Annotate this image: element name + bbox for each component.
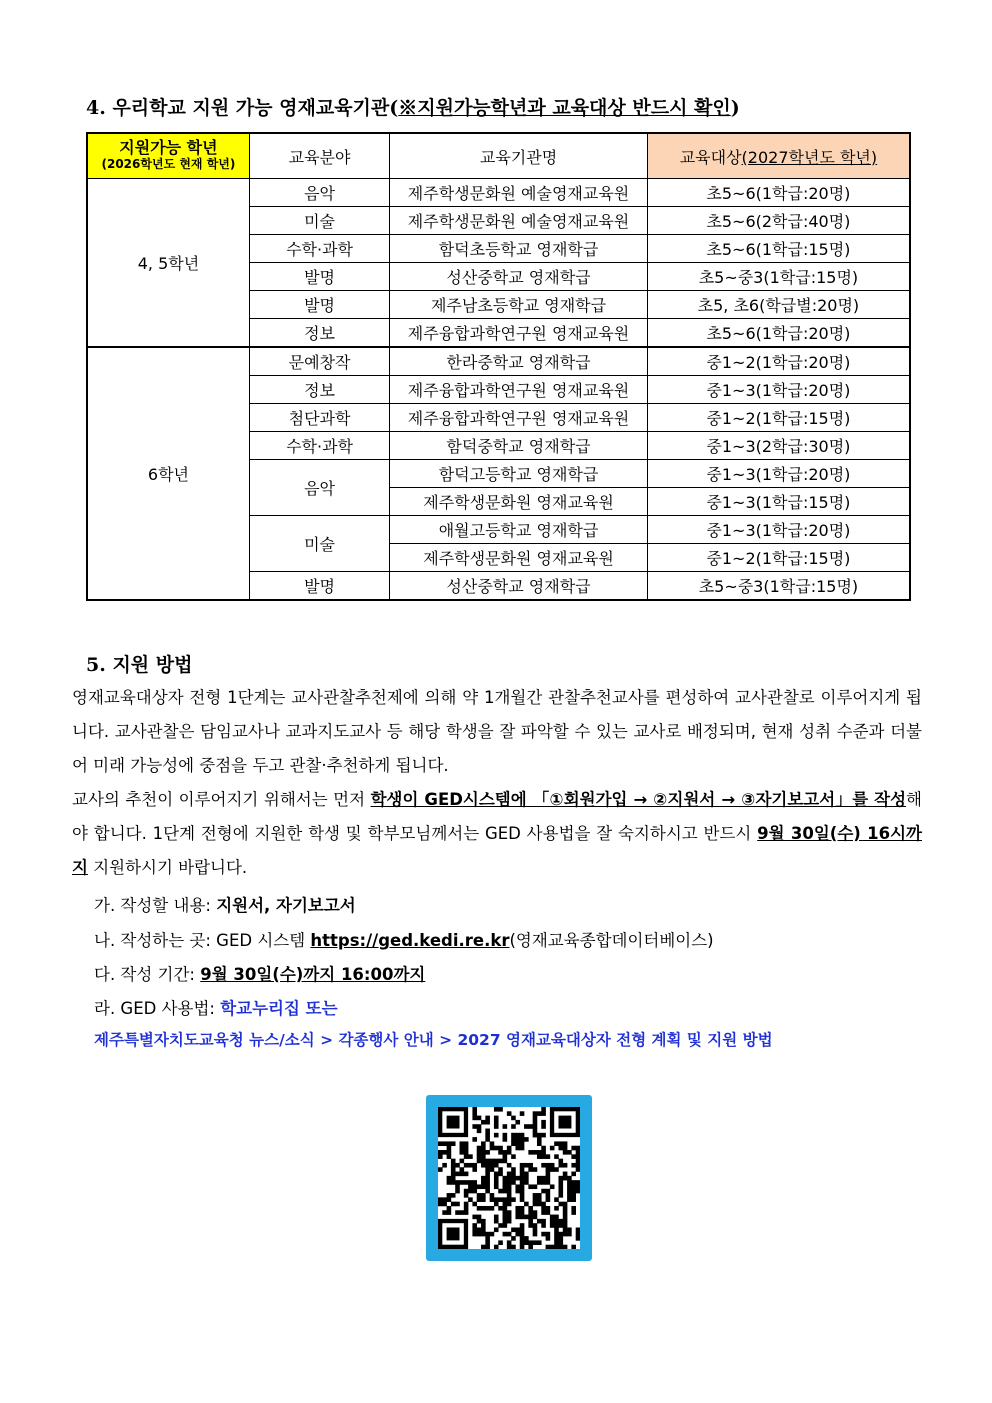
field-cell: 발명 <box>249 291 389 319</box>
institution-cell: 성산중학교 영재학급 <box>390 572 648 601</box>
target-cell: 중1~3(1학급:20명) <box>647 516 910 544</box>
field-cell: 발명 <box>249 572 389 601</box>
item-ra-value: 학교누리집 또는 <box>220 999 338 1018</box>
header-grade-sub: (2026학년도 현재 학년) <box>101 157 236 171</box>
item-ga-value: 지원서, 자기보고서 <box>216 896 356 915</box>
target-cell: 초5~6(1학급:20명) <box>647 319 910 348</box>
item-na-suffix: (영재교육종합데이터베이스) <box>509 931 714 950</box>
target-cell: 초5~6(1학급:20명) <box>647 179 910 207</box>
target-cell: 중1~3(1학급:20명) <box>647 460 910 488</box>
field-cell: 미술 <box>249 516 389 572</box>
qr-code-matrix <box>438 1107 580 1249</box>
field-cell: 정보 <box>249 376 389 404</box>
field-cell: 음악 <box>249 179 389 207</box>
institution-table <box>86 132 911 601</box>
institution-cell: 제주학생문화원 예술영재교육원 <box>390 179 648 207</box>
target-cell: 초5~중3(1학급:15명) <box>647 263 910 291</box>
item-na <box>94 927 714 951</box>
target-cell: 중1~3(2학급:30명) <box>647 432 910 460</box>
qr-code-icon <box>438 1107 580 1249</box>
header-field: 교육분야 <box>249 133 389 179</box>
table-header-row <box>87 133 910 179</box>
section4-title-suffix: ) <box>730 97 740 119</box>
header-grade <box>87 133 249 179</box>
field-cell: 수학·과학 <box>249 432 389 460</box>
target-cell: 중1~2(1학급:15명) <box>647 544 910 572</box>
institution-cell: 애월고등학교 영재학급 <box>390 516 648 544</box>
item-na-label: 나. 작성하는 곳: GED 시스템 <box>94 931 311 950</box>
item-da-label: 다. 작성 기간: <box>94 965 201 984</box>
item-ra <box>94 995 338 1019</box>
header-target <box>647 133 910 179</box>
grade-cell: 6학년 <box>87 347 249 600</box>
item-da-value: 9월 30일(수)까지 16:00까지 <box>200 965 426 984</box>
ged-guide-path[interactable]: 제주특별자치도교육청 뉴스/소식 > 각종행사 안내 > 2027 영재교육대상자 전형 계획 및 지원 방법 <box>94 1031 773 1049</box>
paragraph-application-steps <box>72 783 922 885</box>
target-cell: 중1~2(1학급:15명) <box>647 404 910 432</box>
target-cell: 초5~6(2학급:40명) <box>647 207 910 235</box>
field-cell: 문예창작 <box>249 347 389 376</box>
p2-part-a: 교사의 추천이 이루어지기 위해서는 먼저 <box>72 790 371 809</box>
institution-cell: 제주학생문화원 예술영재교육원 <box>390 207 648 235</box>
institution-cell: 함덕초등학교 영재학급 <box>390 235 648 263</box>
institution-cell: 제주융합과학연구원 영재교육원 <box>390 319 648 348</box>
item-ga-label: 가. 작성할 내용: <box>94 896 217 915</box>
target-cell: 중1~2(1학급:20명) <box>647 347 910 376</box>
institution-cell: 제주융합과학연구원 영재교육원 <box>390 376 648 404</box>
target-cell: 중1~3(1학급:15명) <box>647 488 910 516</box>
field-cell: 음악 <box>249 460 389 516</box>
p2-deadline-emphasis: 9월 30일(수) 16시까지 <box>72 824 922 877</box>
section5-title: 5. 지원 방법 <box>86 654 193 676</box>
institution-cell: 제주학생문화원 영재교육원 <box>390 488 648 516</box>
header-target-label: 교육대상 <box>679 147 742 167</box>
target-cell: 초5, 초6(학급별:20명) <box>647 291 910 319</box>
section4-title-emphasis: ※지원가능학년과 교육대상 반드시 확인 <box>398 97 731 119</box>
field-cell: 미술 <box>249 207 389 235</box>
field-cell: 첨단과학 <box>249 404 389 432</box>
target-cell: 중1~3(1학급:20명) <box>647 376 910 404</box>
p2-steps-emphasis: 학생이 GED시스템에 「①회원가입 → ②지원서 → ③자기보고서」를 작성 <box>370 790 907 809</box>
p2-part-c: 해야 합니다. 1단계 전형에 지원한 학생 및 학부모님께서는 GED 사용법을 잘 숙지하시고 반드시 <box>72 790 922 843</box>
field-cell: 수학·과학 <box>249 235 389 263</box>
institution-cell: 성산중학교 영재학급 <box>390 263 648 291</box>
item-ga <box>94 892 356 916</box>
item-ra-label: 라. GED 사용법: <box>94 999 221 1018</box>
header-target-emphasis: (2027학년도 학년) <box>741 147 878 167</box>
item-da <box>94 961 425 985</box>
qr-code <box>426 1095 592 1261</box>
field-cell: 발명 <box>249 263 389 291</box>
institution-cell: 함덕고등학교 영재학급 <box>390 460 648 488</box>
section4-title <box>86 93 916 120</box>
institution-cell: 제주남초등학교 영재학급 <box>390 291 648 319</box>
section4-title-prefix: 4. 우리학교 지원 가능 영재교육기관( <box>86 97 399 119</box>
target-cell: 초5~6(1학급:15명) <box>647 235 910 263</box>
ged-url-link[interactable]: https://ged.kedi.re.kr <box>310 931 510 950</box>
paragraph-teacher-observation: 영재교육대상자 전형 1단계는 교사관찰추천제에 의해 약 1개월간 관찰추천교사를 편성하여 교사관찰로 이루어지게 됩니다. 교사관찰은 담임교사나 교과지도교사 등 해당 학생을 잘 파악할 수 있는 교사로 배정되며, 현재 성취 수준과 더불어 미래 가능성에 중점을 두고 관찰·추천하게 됩니다. <box>72 688 922 775</box>
table-row <box>87 179 910 207</box>
table-row <box>87 347 910 376</box>
header-grade-label: 지원가능 학년 <box>119 138 218 157</box>
header-institution: 교육기관명 <box>390 133 648 179</box>
field-cell: 정보 <box>249 319 389 348</box>
institution-cell: 한라중학교 영재학급 <box>390 347 648 376</box>
target-cell: 초5~중3(1학급:15명) <box>647 572 910 601</box>
institution-cell: 함덕중학교 영재학급 <box>390 432 648 460</box>
grade-cell: 4, 5학년 <box>87 179 249 348</box>
p2-part-e: 지원하시기 바랍니다. <box>87 858 248 877</box>
institution-cell: 제주융합과학연구원 영재교육원 <box>390 404 648 432</box>
institution-cell: 제주학생문화원 영재교육원 <box>390 544 648 572</box>
